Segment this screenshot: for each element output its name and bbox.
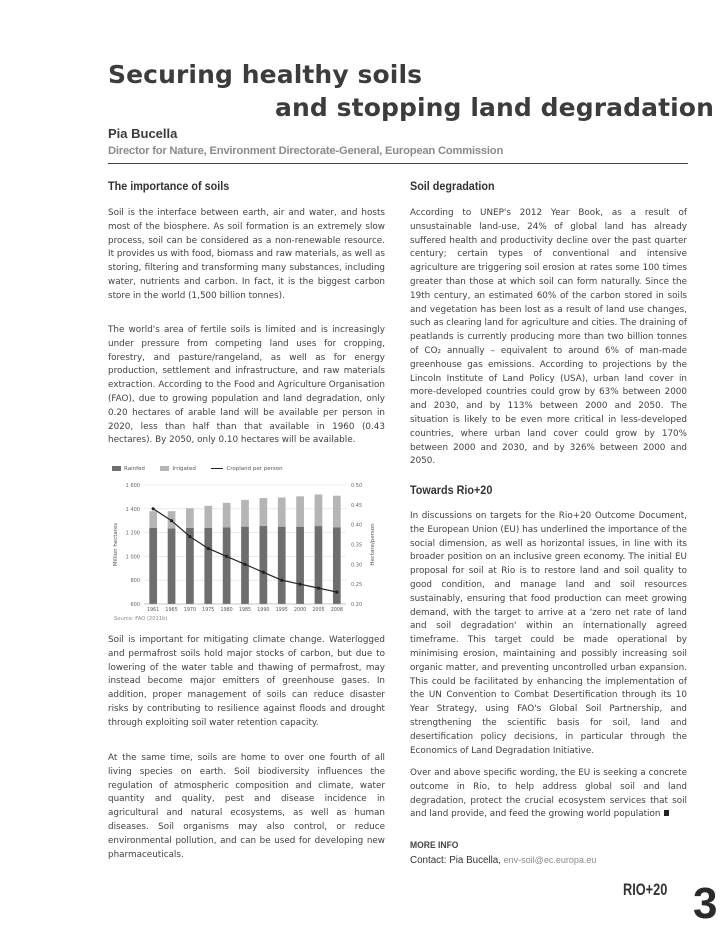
cropland-per-person-point xyxy=(207,547,210,550)
bar-irrigated xyxy=(278,497,286,526)
heading-importance-of-soils: The importance of soils xyxy=(108,179,230,193)
y-tick-label: 1 600 xyxy=(125,483,140,489)
y-right-tick-label: 0.50 xyxy=(351,483,363,489)
rio20-logo: RIO+20 xyxy=(623,880,668,899)
x-tick-label: 1975 xyxy=(202,608,215,613)
x-tick-label: 2000 xyxy=(293,608,307,613)
cropland-per-person-point xyxy=(243,563,246,566)
legend-rainfed: Rainfed xyxy=(124,466,145,472)
heading-soil-degradation: Soil degradation xyxy=(410,179,495,193)
y-right-tick-label: 0.45 xyxy=(351,502,363,509)
legend-cropland: Cropland per person xyxy=(226,466,283,472)
y-right-axis-label: Hectare/person xyxy=(370,523,376,566)
heading-towards-rio: Towards Rio+20 xyxy=(410,483,493,497)
y-right-tick-label: 0.25 xyxy=(351,582,363,589)
bar-rainfed xyxy=(315,526,323,604)
x-tick-label: 1985 xyxy=(238,608,252,613)
cropland-per-person-point xyxy=(188,535,191,538)
x-tick-label: 1990 xyxy=(257,608,270,613)
bar-irrigated xyxy=(333,496,341,528)
x-tick-label: 2008 xyxy=(330,608,343,613)
y-right-tick-label: 0.20 xyxy=(351,602,363,608)
bar-irrigated xyxy=(296,496,304,526)
contact-label: Contact: Pia Bucella, xyxy=(410,855,504,866)
y-tick-label: 1 400 xyxy=(125,506,140,513)
x-tick-label: 1980 xyxy=(220,608,233,613)
cropland-per-person-point xyxy=(280,579,283,582)
page-title-line1: Securing healthy soils xyxy=(108,60,423,89)
x-tick-label: 1995 xyxy=(275,608,288,613)
bar-rainfed xyxy=(278,527,286,604)
y-right-tick-label: 0.30 xyxy=(351,562,363,569)
header-divider xyxy=(108,163,688,164)
paragraph-fertile-soils: The world's area of fertile soils is limited and is increasingly under pressure from competing land uses for cropping, forestry, and pasture/rangeland, as well as for energy production, settlement and infrastructure, and raw materials extraction. According to the Food and Agriculture Organisation (FAO), due to growing population and land degradation, only 0.20 hectares of arable land will be available per person in 2020, less than half than that available in 1960 (0.43 hectares). By 2050, only 0.10 hectares will be available. xyxy=(108,325,385,446)
cropland-per-person-point xyxy=(152,507,155,510)
cropland-chart xyxy=(108,463,387,628)
cropland-per-person-point xyxy=(170,519,173,522)
x-tick-label: 1970 xyxy=(183,608,197,613)
y-right-tick-label: 0.40 xyxy=(351,522,363,529)
bar-rainfed xyxy=(186,528,194,604)
cropland-per-person-point xyxy=(298,583,301,586)
more-info-heading: MORE INFO xyxy=(410,840,459,851)
y-tick-label: 800 xyxy=(130,578,140,585)
paragraph-unep-yearbook: According to UNEP's 2012 Year Book, as a result of unsustainable land-use, 24% of global land has already suffered health and productivity decline over the past quarter century; certain types of conventional and intensive agriculture are triggering soil erosion at rates some 100 times greater than those at which soil can form naturally. Since the 19th century, an estimated 60% of the carbon stored in soils and vegetation has been lost as a result of land use changes, such as clearing land for agriculture and cities. The draining of peatlands is currently producing more than two billion tonnes of CO₂ annually – equivalent to around 6% of man-made greenhouse gas emissions. According to projections by the Lincoln Institute of Land Policy (USA), urban land cover in more-developed countries could grow by 63% between 2000 and 2030, and by 113% between 2000 and 2050. The situation is likely to be even more critical in less-developed countries, where urban land cover could grow by 170% between 2000 and 2030, and by 326% between 2000 and 2050. xyxy=(410,208,687,467)
page-number: 3 xyxy=(693,879,718,928)
page-title-line2: and stopping land degradation xyxy=(275,93,714,122)
y-tick-label: 1 000 xyxy=(125,554,140,561)
cropland-per-person-point xyxy=(317,587,320,590)
bar-irrigated xyxy=(223,503,231,527)
chart-source: Source: FAO (2011b) xyxy=(114,616,168,622)
paragraph-soil-interface: Soil is the interface between earth, air and water, and hosts most of the biosphere. As soil formation is an extremely slow process, soil can be considered as a non-renewable resource. It provides us with food, biomass and raw materials, as well as storing, filtering and transforming many substances, including water, nutrients and carbon. In fact, it is the biggest carbon store in the world (1,500 billion tonnes). xyxy=(108,208,385,301)
bar-irrigated xyxy=(149,511,157,528)
bar-irrigated xyxy=(241,500,249,527)
cropland-per-person-point xyxy=(225,555,228,558)
legend-irrigated: Irrigated xyxy=(172,466,196,472)
bar-irrigated xyxy=(186,508,194,528)
x-tick-label: 1965 xyxy=(165,608,178,613)
author-role: Director for Nature, Environment Directorate-General, European Commission xyxy=(108,145,504,157)
author-name: Pia Bucella xyxy=(108,126,178,141)
bar-rainfed xyxy=(223,527,231,604)
paragraph-climate-change: Soil is important for mitigating climate change. Waterlogged and permafrost soils hold major stocks of carbon, but due to lowering of the water table and thawing of permafrost, may instead become major emitters of greenhouse gases. In addition, proper management of soils can reduce disaster risks by contributing to resilience against floods and drought through exploiting soil water retention capacity. xyxy=(108,635,385,728)
y-right-tick-label: 0.35 xyxy=(351,542,363,549)
bar-irrigated xyxy=(315,495,323,527)
bar-rainfed xyxy=(296,527,304,604)
bar-rainfed xyxy=(204,528,212,604)
cropland-per-person-point xyxy=(335,591,338,594)
bar-rainfed xyxy=(168,528,176,604)
paragraph-eu-outcome xyxy=(410,767,687,822)
cropland-per-person-point xyxy=(262,571,265,574)
chart-plot xyxy=(108,471,387,621)
bar-irrigated xyxy=(204,506,212,528)
contact-line xyxy=(410,855,596,866)
y-tick-label: 600 xyxy=(130,602,140,608)
x-tick-label: 1961 xyxy=(147,608,160,613)
x-tick-label: 2005 xyxy=(312,608,325,613)
paragraph-rio-targets: In discussions on targets for the Rio+20 Outcome Document, the European Union (EU) has underlined the importance of the social dimension, as well as horizontal issues, in line with its broader position on an inclusive green economy. The initial EU proposal for soil at Rio is to restore land and soil quality to good condition, and manage land and soil resources sustainably, ensuring that food production can meet growing demand, with the target to arrive at a 'zero net rate of land and soil degradation' within an internationally agreed timeframe. This target could be made operational by minimising erosion, maintaining and possibly increasing soil organic matter, and preventing uncontrolled urban expansion. This could be facilitated by enhancing the implementation of the UN Convention to Combat Desertification through its 10 Year Strategy, using FAO's Global Soil Partnership, and strengthening the scientific basis for soil, land and desertification policy decisions, in particular through the Economics of Land Degradation Initiative. xyxy=(410,511,687,756)
y-axis-label: Million hectares xyxy=(113,522,119,567)
bar-irrigated xyxy=(260,498,268,526)
paragraph-eu-outcome-text: Over and above specific wording, the EU is seeking a concrete outcome in Rio, to help address global soil and land degradation, protect the crucial ecosystem services that soil and land provide, and feed the growing world population xyxy=(410,768,687,820)
legend-swatch-cropland xyxy=(211,468,223,469)
contact-email-link[interactable]: env-soil@ec.europa.eu xyxy=(503,855,597,865)
bar-rainfed xyxy=(260,526,268,604)
paragraph-biodiversity: At the same time, soils are home to over one fourth of all living species on earth. Soil biodiversity influences the regulation of atmospheric composition and climate, water quantity and quality, pest and disease incidence in agricultural and natural ecosystems, as well as human diseases. Soil organisms may also control, or reduce environmental pollution, and can be used for developing new pharmaceuticals. xyxy=(108,753,385,860)
bar-rainfed xyxy=(149,528,157,604)
end-mark-icon xyxy=(664,810,669,816)
y-tick-label: 1 200 xyxy=(125,530,140,537)
